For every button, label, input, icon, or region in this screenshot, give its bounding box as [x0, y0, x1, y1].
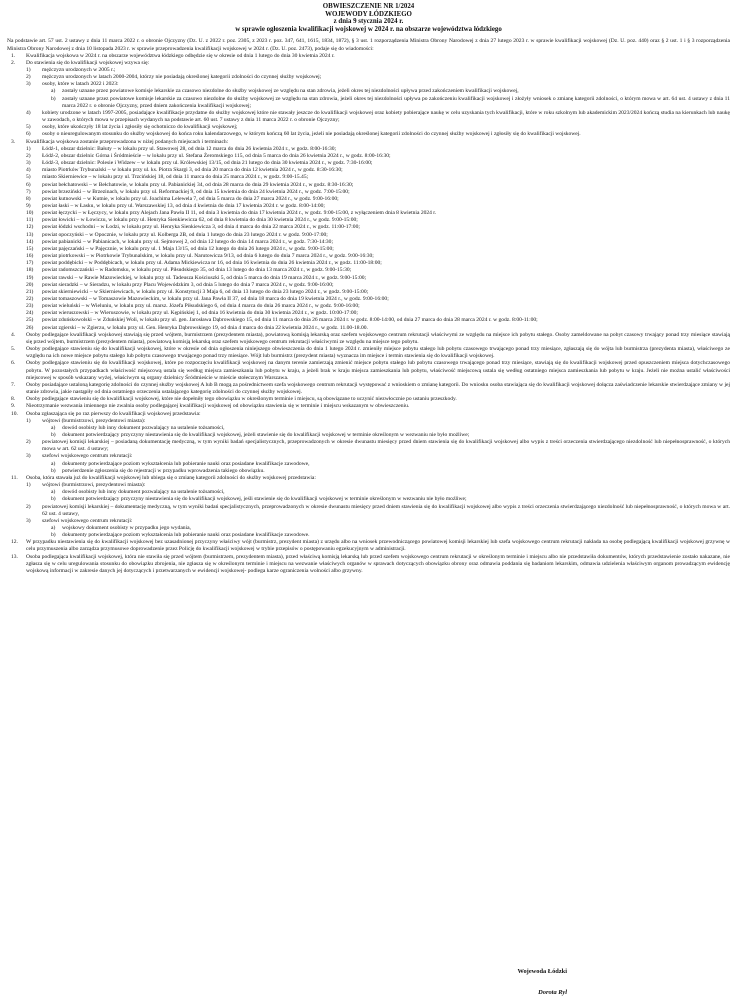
place-text: powiat łowicki – w Łowiczu, w lokalu przy ul. Henryka Sienkiewicza 62, od dnia 8 kwietnia do dnia 30 kwietnia 2024 r., w godz. 9:00-15:00; [42, 217, 358, 224]
section-11 [0, 475, 730, 539]
section-number: 7. [11, 381, 16, 388]
place-item [26, 167, 730, 174]
announcement-body [0, 53, 737, 575]
list-item: 3) szefowi wojskowego centrum rekrutacji: a) wojskowy dokument osobisty w przypadku jego wydania, b) dokumenty potwierdzające poziom wykształcenia lub pobieranie nauki oraz posiadane kwalifikacje zawodowe. [26, 518, 730, 539]
list-item: 1) mężczyzn urodzonych w 2005 r.; [26, 67, 116, 73]
place-number: 11) [26, 217, 34, 224]
place-item [26, 182, 730, 189]
place-number: 12) [26, 224, 34, 231]
section-text: Do stawienia się do kwalifikacji wojskowej wzywa się: [26, 59, 150, 66]
signatory-name: Dorota Ryl [538, 989, 567, 996]
section-text: Osoba, która stawała już do kwalifikacji wojskowej lub ubiega się o zmianę kategorii zdolności do służby wojskowej przedstawia: [26, 474, 316, 481]
sub-item: b) dokument potwierdzający przyczyny niestawienia się do kwalifikacji wojskowej, jeśli stawienie się do kwalifikacji wojskowej w terminie określonym w wezwaniu nie było możliwe; [51, 496, 467, 503]
place-number: 7) [26, 188, 31, 195]
place-item [26, 325, 730, 332]
sub-item: b) zostały uznane przez powiatowe komisje lekarskie za czasowo niezdolne do służby wojskowej ze względu na stan zdrowia, jeżeli okres tej niezdolności upływa po zakończeniu kwalifikacji wojskowej i złożyły wniosek o zmianę kategorii zdolności, o którym mowa w art. 64 ust. 4 ustawy z dnia 11 marca 2022 r. o obronie Ojczyzny, przed dniem zakończenia kwalifikacji wojskowej; [51, 95, 730, 109]
place-text: powiat zduńskowolski – w Zduńskiej Woli, w lokalu przy ul. gen. Jarosława Dąbrowskiego 15, od dnia 11 marca do dnia 26 marca 2024 r. w godz. 8:00-14:00, od dnia 27 marca do dnia 28 marca 2024 r. w godz. 8:00-11:00; [42, 317, 538, 324]
sub-item: a) wojskowy dokument osobisty w przypadku jego wydania, [51, 525, 191, 531]
sub-item: b) dokumenty potwierdzające poziom wykształcenia lub pobieranie nauki oraz posiadane kwalifikacje zawodowe. [51, 532, 310, 539]
qualification-places-list [26, 146, 730, 332]
section-number: 9. [11, 403, 16, 410]
section-6 [0, 360, 730, 381]
document-subject: w sprawie ogłoszenia kwalifikacji wojskowej w 2024 r. na obszarze województwa łódzkiego [235, 25, 502, 33]
place-item [26, 217, 730, 224]
section-5 [0, 346, 730, 360]
list-item: 3) osoby, które w latach 2022 i 2023: a) zostały uznane przez powiatowe komisje lekarskie za czasowo niezdolne do służby wojskowej ze względu na stan zdrowia, jeżeli okres tej niezdolności upływa przed zakończeniem kwalifikacji wojskowej, b) zostały uznane przez powiatowe komisje lekarskie za czasowo niezdolne do służby wojskowej ze względu na stan zdrowia, jeżeli okres tej niezdolności upływa po zakończeniu kwalifikacji wojskowej i złożyły wniosek o zmianę kategorii zdolności, o którym mowa w art. 64 ust. 4 ustawy z dnia 11 marca 2022 r. o obronie Ojczyzny, przed dniem zakończenia kwalifikacji wojskowej; [26, 81, 730, 109]
list-item: 1) wójtowi (burmistrzowi, prezydentowi miasta): a) dowód osobisty lub inny dokument pozwalający na ustalenie tożsamości, b) dokument potwierdzający przyczyny niestawienia się do kwalifikacji wojskowej, jeżeli stawienie się do kwalifikacji wojskowej w terminie określonym w wezwaniu nie było możliwe; [26, 418, 730, 439]
place-item [26, 267, 730, 274]
place-number: 24) [26, 310, 34, 317]
place-number: 22) [26, 296, 34, 302]
section-text: Osoby podlegające stawieniu się do kwalifikacji wojskowej, które w okresie od dnia ogłoszenia niniejszego obwieszczenia do dnia 1 lutego 2024 r. zmieniły miejsce pobytu stałego lub pobytu czasowego trwającego ponad trzy miesiące, zgłaszają się do wójta lub burmistrza (prezydenta miasta), właściwego ze względu na ich nowe miejsce pobytu stałego lub pobytu czasowego trwającego ponad trzy miesiące. Wójt lub burmistrz (prezydent miasta) wyznacza im miejsce i termin stawienia się do kwalifikacji wojskowej. [26, 346, 730, 360]
place-number: 8) [26, 195, 31, 202]
list-item: 6) osoby o nieuregulowanym stosunku do służby wojskowej do końca roku kalendarzowego, w którym kończą 60 lat życia, jeżeli nie posiadają określonej kategorii zdolności do czynnej służby wojskowej i zgłosiły się do kwalifikacji wojskowej. [26, 131, 581, 138]
section-text: Osoby podlegające kwalifikacji wojskowej stawiają się przed wójtem, burmistrzem (prezydentem miasta), powiatową komisją lekarską oraz szefem wojskowego centrum rekrutacji właściwymi ze względu na miejsce ich pobytu stałego. Osoby zameldowane na pobyt czasowy trwający ponad trzy miesiące stawiają się przed wójtem, burmistrzem (prezydentem miasta), powiatową komisją lekarską oraz szefem wojskowego centrum rekrutacji właściwymi ze względu na miejsce tego pobytu. [26, 331, 730, 345]
place-item [26, 260, 730, 267]
list-item: 4) kobiety urodzone w latach 1997-2005, posiadające kwalifikacje przydatne do służby wojskowej które nie stawały jeszcze do kwalifikacji wojskowej oraz kobiety pobierające naukę w celu uzyskania tych kwalifikacji, które w roku szkolnym lub akademickim 2023/2024 kończą studia na kierunkach lub naukę w zawodach, o których mowa w przepisach wydanych na podstawie art. 60 ust. 7 ustawy z dnia 11 marca 2022 r. o obronie Ojczyzny; [26, 109, 730, 124]
section-number: 5. [11, 346, 16, 353]
section-number: 4. [11, 331, 16, 338]
place-item [26, 310, 730, 317]
place-text: miasto Skierniewice – w lokalu przy ul. Trzcińskiej 18, od dnia 11 marca do dnia 25 marca 2024 r., w godz. 9:00-15.45; [42, 174, 309, 181]
place-text: powiat wieluński – w Wieluniu, w lokalu przy ul. marsz. Józefa Piłsudskiego 6, od dnia 4 marca do dnia 26 marca 2024 r., w godz. 9:00-16:00; [42, 303, 360, 310]
place-text: powiat rawski – w Rawie Mazowieckiej, w lokalu przy ul. Tadeusza Kościuszki 5, od dnia 5 marca do dnia 19 marca 2024 r., w godz. 9:00-15:00; [42, 274, 367, 281]
list-item: 3) szefowi wojskowego centrum rekrutacji: a) dokumenty potwierdzające poziom wykształcenia lub pobieranie nauki oraz posiadane kwalifikacje zawodowe, b) potwierdzenie zgłoszenia się do rejestracji w przypadku wprowadzenia takiego obowiązku. [26, 453, 730, 474]
place-text: powiat łódzki wschodni – w Łodzi, w lokalu przy ul. Henryka Sienkiewicza 3, od dnia 4 marca do dnia 22 marca 2024 r., w godz. 11:00-17:00; [42, 224, 360, 231]
place-text: Łódź-1, obszar dzielnic: Bałuty – w lokalu przy ul. Stawowej 28, od dnia 12 marca do dnia 26 kwietnia 2024 r., w godz. 8:00-16:30; [42, 145, 337, 152]
place-number: 21) [26, 288, 34, 295]
sub-item: b) potwierdzenie zgłoszenia się do rejestracji w przypadku wprowadzenia takiego obowiązku. [51, 467, 265, 474]
sub-item: a) zostały uznane przez powiatowe komisje lekarskie za czasowo niezdolne do służby wojskowej ze względu na stan zdrowia, jeżeli okres tej niezdolności upływa przed zakończeniem kwalifikacji wojskowej, [51, 88, 519, 95]
place-text: powiat pabianicki – w Pabianicach, w lokalu przy ul. Sejmowej 2, od dnia 12 lutego do dnia 14 marca 2024 r., w godz. 7:30-14:30; [42, 238, 333, 245]
place-text: powiat bełchatowski – w Bełchatowie, w lokalu przy ul. Pabianickiej 34, od dnia 28 marca do dnia 29 kwietnia 2024 r., w godz. 8:30-16:30; [42, 181, 354, 188]
place-text: powiat sieradzki – w Sieradzu, w lokalu przy Placu Wojewódzkim 3, od dnia 5 lutego do dnia 7 marca 2024 r., w godz. 9:00-16:00; [42, 281, 334, 288]
place-item [26, 153, 730, 160]
place-number: 15) [26, 245, 34, 252]
section-10 [0, 411, 730, 475]
place-number: 16) [26, 253, 34, 260]
section-number: 1. [11, 52, 16, 59]
place-number: 13) [26, 231, 34, 238]
place-item [26, 239, 730, 246]
document-title: OBWIESZCZENIE NR 1/2024 [322, 3, 415, 10]
list-item: 1) wójtowi (burmistrzowi, prezydentowi miasta): a) dowód osobisty lub inny dokument pozwalający na ustalenie tożsamości, b) dokument potwierdzający przyczyny niestawienia się do kwalifikacji wojskowej, jeśli stawienie się do kwalifikacji wojskowej w terminie określonym w wezwaniu nie było możliwe; [26, 482, 730, 503]
place-item [26, 189, 730, 196]
place-number: 20) [26, 281, 34, 288]
legal-basis-paragraph: Na podstawie art. 57 ust. 2 ustawy z dnia 11 marca 2022 r. o obronie Ojczyzny (Dz. U. z 2022 r. poz. 2305, z 2023 r. poz. 347, 641, 1615, 1834, 1872), § 3 ust. 1 rozporządzenia Ministra Obrony Narodowej z dnia 27 lutego 2023 r. w sprawie kwalifikacji wojskowej (Dz. U. poz. 440) oraz § 2 ust. 1 i § 3 rozporządzenia Ministra Obrony Narodowej z dnia 10 listopada 2023 r. w sprawie przeprowadzenia kwalifikacji wojskowej w 2024 r. (Dz. U. poz. 2473), podaje się do wiadomości: [7, 38, 730, 52]
place-item [26, 253, 730, 260]
sub-item: b) dokument potwierdzający przyczyny niestawienia się do kwalifikacji wojskowej, jeżeli stawienie się do kwalifikacji wojskowej w terminie określonym w wezwaniu nie było możliwe; [51, 431, 470, 438]
section-number: 13. [11, 553, 18, 560]
issuing-authority: WOJEWODY ŁÓDZKIEGO [325, 10, 412, 18]
section-text: Osoby podlegające stawieniu się do kwalifikacji wojskowej, które nie dopełniły tego obowiązku w określonym terminie i miejscu, są obowiązane to uczynić niezwłocznie po ustaniu przeszkody. [26, 396, 457, 403]
list-item: 2) powiatowej komisji lekarskiej – dokumentację medyczną, w tym wyniki badań specjalistycznych, przeprowadzonych w okresie dwunastu miesięcy przed dniem stawienia się do kwalifikacji wojskowej albo wypis z treści orzeczenia stwierdzającego niezdolność lub niepełnosprawność, o których mowa w art. 62 ust. 4 ustawy, [26, 503, 730, 517]
document-date: z dnia 9 stycznia 2024 r. [333, 18, 404, 26]
section-text: Osoba podlegająca kwalifikacji wojskowej, która nie stawiła się przed wójtem (burmistrzem, prezydentem miasta), przed właściwą komisją lekarską lub przed szefem wojskowego centrum rekrutacji w określonym terminie i miejscu albo nie przedstawiła dokumentów, których przedstawienie zostało nakazane, nie zgłasza się w celu uregulowania stosunku do obowiązku zbrojenia, nie zgłasza się w określonym terminie i miejscu na wezwanie właściwych organów w sprawach dotyczących obowiązku obrony oraz odmawia poddania się badaniom lekarskim, odmawia udzielenia właściwym organom prowadzącym ewidencję wojskową informacji w zakresie danych jej dotyczących i przetwarzanych w ewidencji wojskowej- podlega karze ograniczenia wolności albo grzywny. [26, 553, 730, 574]
section-number: 3. [11, 138, 16, 145]
place-text: powiat skierniewicki – w Skierniewicach, w lokalu przy ul. Konstytucji 3 Maja 6, od dnia 13 lutego do dnia 23 lutego 2024 r., w godz. 9:00-15:00; [42, 288, 369, 295]
place-text: Łódź-3, obszar dzielnic: Polesie i Widzew – w lokalu przy ul. Królewskiej 13/15, od dnia 21 lutego do dnia 30 kwietnia 2024 r., w godz. 7:30-16:00; [42, 160, 373, 167]
place-number: 1) [26, 145, 31, 152]
place-number: 3) [26, 160, 31, 167]
sub-item: a) dowód osobisty lub inny dokument pozwalający na ustalenie tożsamości, [51, 489, 225, 496]
place-number: 23) [26, 303, 34, 310]
place-text: powiat łaski – w Łasku, w lokalu przy ul. Warszawskiej 13, od dnia 4 kwietnia do dnia 17 kwietnia 2024 r. w godz. 8:00-14:00; [42, 202, 325, 209]
section-number: 10. [11, 410, 18, 417]
place-item [26, 275, 730, 282]
section-12 [0, 539, 730, 553]
place-item [26, 203, 730, 210]
place-number: 5) [26, 174, 31, 181]
place-number: 26) [26, 324, 34, 331]
place-text: powiat opoczyński – w Opocznie, w lokalu przy ul. Kolberga 2B, od dnia 1 lutego do dnia 23 lutego 2024 r. w godz. 9:00-17:00; [42, 231, 328, 238]
section-number: 8. [11, 396, 16, 403]
place-text: miasto Piotrków Trybunalski – w lokalu przy ul. ks. Piotra Skargi 3, od dnia 20 marca do dnia 12 kwietnia 2024 r., w godz. 8:30-16:30; [42, 167, 343, 174]
place-item [26, 232, 730, 239]
place-item [26, 303, 730, 310]
place-number: 25) [26, 317, 34, 324]
place-item [26, 224, 730, 231]
section-number: 6. [11, 360, 16, 367]
list-item: 2) powiatowej komisji lekarskiej – posiadaną dokumentację medyczną, w tym wyniki badań specjalistycznych, przeprowadzonych w okresie dwunastu miesięcy przed dniem stawienia się do kwalifikacji wojskowej albo wypis z treści orzeczenia stwierdzającego niezdolność lub niepełnosprawność, o których mowa w art. 62 ust. 4 ustawy; [26, 439, 730, 453]
signatory-title: Wojewoda Łódzki [517, 968, 567, 975]
place-number: 14) [26, 238, 34, 245]
section-number: 12. [11, 539, 18, 546]
place-number: 4) [26, 167, 31, 174]
section-number: 2. [11, 59, 16, 66]
place-text: powiat tomaszowski – w Tomaszowie Mazowieckim, w lokalu przy ul. Jana Pawła II 37, od dnia 18 marca do dnia 19 kwietnia 2024 r., w godz. 9:00-16:00; [42, 296, 389, 302]
place-item [26, 210, 730, 217]
place-item [26, 146, 730, 153]
place-item [26, 196, 730, 203]
section-text: Kwalifikacja wojskowa zostanie przeprowadzona w niżej podanych miejscach i terminach: [26, 138, 229, 145]
section-2 [0, 60, 730, 139]
section-7 [0, 382, 730, 396]
section-1 [0, 53, 730, 60]
place-text: powiat piotrkowski – w Piotrkowie Trybunalskim, w lokalu przy ul. Narutowicza 9/13, od dnia 6 lutego do dnia 7 marca 2024 r., w godz. 9:00-16:30; [42, 253, 374, 260]
section-13 [0, 554, 730, 575]
section-text: W przypadku niestawienia się do kwalifikacji wojskowej bez uzasadnionej przyczyny właściwy wójt (burmistrz, prezydent miasta) z urzędu albo na wniosek przewodniczącego powiatowej komisji lekarskiej lub szefa wojskowego centrum rekrutacji nakłada na osobę podlegającą kwalifikacji wojskowej grzywnę w celu przymuszenia albo zarządza przymusowe doprowadzenie przez Policję do kwalifikacji wojskowej w trybie przepisów o postępowaniu egzekucyjnym w administracji. [26, 539, 730, 553]
place-text: Łódź-2, obszar dzielnic Górna i Śródmieście – w lokalu przy ul. Stefana Żeromskiego 115, od dnia 5 marca do dnia 26 kwietnia 2024 r., w godz. 8:00-16:30; [42, 152, 391, 159]
sub-item: a) dokumenty potwierdzające poziom wykształcenia lub pobieranie nauki oraz posiadane kwalifikacje zawodowe, [51, 460, 310, 467]
place-item [26, 160, 730, 167]
section-9 [0, 403, 730, 410]
place-text: powiat zgierski – w Zgierzu, w lokalu przy ul. Gen. Henryka Dąbrowskiego 19, od dnia 4 marca do dnia 22 kwietnia 2024 r., w godz. 11.00-18.00. [42, 324, 368, 331]
place-item [26, 246, 730, 253]
document-header [0, 3, 737, 33]
place-number: 6) [26, 181, 31, 188]
place-number: 18) [26, 267, 34, 274]
place-text: powiat łęczycki – w Łęczycy, w lokalu przy Alejach Jana Pawła II 11, od dnia 3 kwietnia do dnia 17 kwietnia 2024 r., w godz. 9:00-15:00, z wyłączeniem dnia 8 kwietnia 2024 r. [42, 210, 437, 217]
section-number: 11. [11, 474, 18, 481]
section-3 [0, 139, 730, 332]
place-text: powiat kutnowski – w Kutnie, w lokalu przy ul. Joachima Lelewela 7, od dnia 5 marca do dnia 27 marca 2024 r., w godz. 9:00-16:00; [42, 195, 339, 202]
section-text: Osoba zgłaszająca się po raz pierwszy do kwalifikacji wojskowej przedstawia: [26, 410, 201, 417]
place-text: powiat brzeziński – w Brzezinach, w lokalu przy ul. Reformackiej 9, od dnia 15 kwietnia do dnia 24 kwietnia 2024 r., w godz. 7:00-15:00; [42, 188, 350, 195]
place-item [26, 317, 730, 324]
place-number: 9) [26, 202, 31, 209]
place-number: 10) [26, 210, 34, 217]
place-item [26, 174, 730, 181]
section-text: Osoby podlegające stawieniu się do kwalifikacji wojskowej, które po rozpoczęciu kwalifikacji wojskowej na danym terenie zamierzają zmienić miejsce pobytu stałego lub pobytu czasowego trwającego ponad trzy miesiące, stawiają się do kwalifikacji wojskowej przed opuszczeniem miejsca dotychczasowego pobytu. W pozostałych przypadkach właściwość miejscową ustala się według miejsca zamieszkania lub pobytu w kraju, a jeżeli brak w kraju miejsca zamieszkania lub pobytu, właściwość miejscową ustala się według ostatniego miejsca zamieszkania lub pobytu w kraju. Jeżeli nie można ustalić właściwości miejscowej w sposób wskazany wyżej, właściwym są organy dzielnicy Śródmieście w mieście stołecznym Warszawa. [26, 360, 730, 381]
list-item: 2) mężczyzn urodzonych w latach 2000-2004, którzy nie posiadają określonej kategorii zdolności do czynnej służby wojskowej; [26, 74, 322, 81]
place-number: 17) [26, 260, 34, 267]
place-number: 19) [26, 274, 34, 281]
section-text: Osoby posiadające ustaloną kategorię zdolności do czynnej służby wojskowej A lub B mogą za pośrednictwem szefa wojskowego centrum rekrutacji występować z wnioskiem o zmianę kategorii. Do wniosku osoba stawiająca się do kwalifikacji wojskowej dołącza zaświadczenie lekarskie stwierdzające zmiany w jej stanie zdrowia, jakie nastąpiły od dnia ostatniego orzeczenia ustalającego kategorię zdolności do czynnej służby wojskowej. [26, 381, 730, 396]
place-item [26, 289, 730, 296]
place-text: powiat wieruszowski – w Wieruszowie, w lokalu przy ul. Kępińskiej 1, od dnia 16 kwietnia do dnia 30 kwietnia 2024 r., w godz. 10:00-17:00; [42, 310, 358, 317]
place-text: powiat radomszczański – w Radomsku, w lokalu przy ul. Piłsudskiego 35, od dnia 13 lutego do dnia 13 marca 2024 r., w godz. 9:00-15:30; [42, 267, 352, 274]
place-text: powiat poddębicki – w Poddębicach, w lokalu przy ul. Adama Mickiewicza nr 16, od dnia 16 kwietnia do dnia 26 kwietnia 2024 r., w godz. 11:00-18:00; [42, 260, 382, 267]
place-number: 2) [26, 152, 31, 159]
section-text: Nieotrzymanie wezwania imiennego nie zwalnia osoby podlegającej kwalifikacji wojskowej od obowiązku stawienia się w terminie i miejscu wskazanym w obwieszczeniu. [26, 403, 410, 410]
section-text: Kwalifikacja wojskowa w 2024 r. na obszarze województwa łódzkiego odbędzie się w okresie od dnia 1 lutego do dnia 30 kwietnia 2024 r. [26, 52, 335, 59]
sub-item: a) dowód osobisty lub inny dokument pozwalający na ustalenie tożsamości, [51, 424, 225, 431]
list-item: 5) osoby, które ukończyły 18 lat życia i zgłosiły się ochotniczo do kwalifikacji wojskowej; [26, 124, 238, 131]
place-item [26, 282, 730, 289]
place-text: powiat pajęczański – w Pajęcznie, w lokalu przy ul. 1 Maja 13/15, od dnia 12 lutego do dnia 26 lutego 2024 r., w godz. 9:00-15:00; [42, 245, 334, 252]
section-4 [0, 332, 730, 346]
